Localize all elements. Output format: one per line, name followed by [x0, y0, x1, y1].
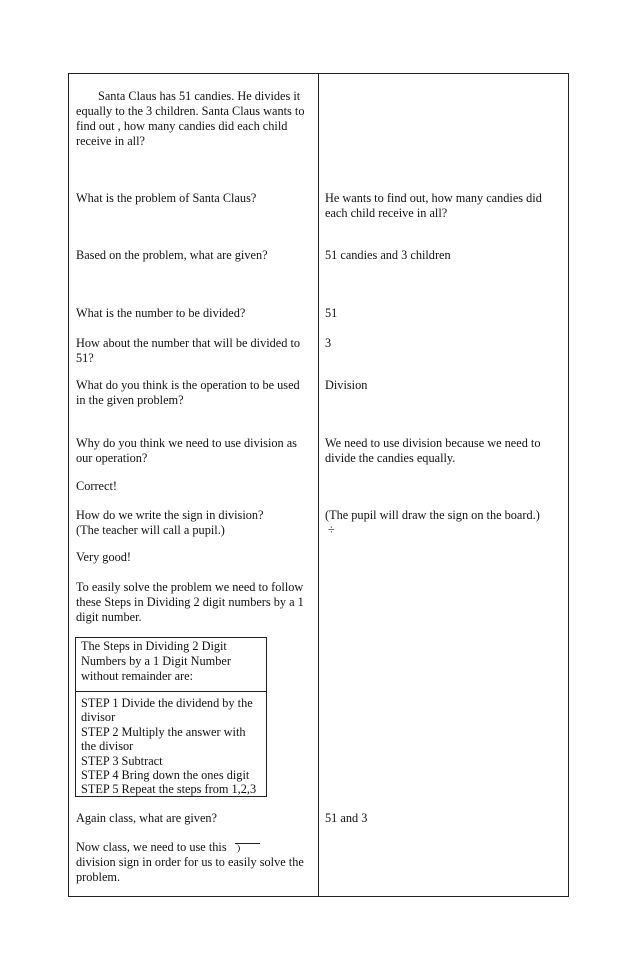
answer-again: 51 and 3	[325, 811, 368, 825]
question-again: Again class, what are given?	[76, 811, 218, 825]
long-division-sign-icon	[235, 843, 260, 854]
follow-steps-text: To easily solve the problem we need to follow these Steps in Dividing 2 digit numbers by a 1 digit number.	[76, 580, 304, 624]
question-why: Why do you think we need to use division as our operation?	[76, 436, 297, 465]
answer-problem: He wants to find out, how many candies did each child receive in all?	[325, 191, 542, 220]
step-item: the divisor	[81, 739, 134, 754]
question-number: What is the number to be divided?	[76, 306, 246, 320]
step-item: STEP 4 Bring down the ones digit	[81, 768, 250, 783]
steps-list	[81, 696, 256, 797]
now-class-text: Now class, we need to use this division sign in order for us to easily solve the problem.	[76, 840, 304, 884]
answer-number: 51	[325, 306, 338, 320]
column-divider	[318, 73, 319, 897]
answer-operation: Division	[325, 378, 368, 392]
problem-text: Santa Claus has 51 candies. He divides it equally to the 3 children. Santa Claus wants to find out , how many candies did each child receive in all?	[76, 89, 305, 148]
step-item: STEP 1 Divide the dividend by the	[81, 696, 253, 710]
division-sign-icon: ÷	[328, 523, 335, 537]
steps-box-divider	[75, 691, 267, 692]
answer-divisor: 3	[325, 336, 332, 350]
correct-text: Correct!	[76, 479, 117, 493]
question-given: Based on the problem, what are given?	[76, 248, 268, 262]
answer-why: We need to use division because we need to divide the candies equally.	[325, 436, 541, 465]
very-good-text: Very good!	[76, 550, 131, 564]
step-item: divisor	[81, 710, 116, 725]
question-problem: What is the problem of Santa Claus?	[76, 191, 257, 205]
steps-header: The Steps in Dividing 2 Digit Numbers by a 1 Digit Number without remainder are:	[81, 639, 231, 683]
step-item: STEP 5 Repeat the steps from 1,2,3	[81, 782, 257, 797]
step-item: STEP 3 Subtract	[81, 753, 163, 768]
step-item: STEP 2 Multiply the answer with	[81, 724, 246, 739]
answer-sign: (The pupil will draw the sign on the board.) ÷	[325, 508, 561, 538]
question-divisor: How about the number that will be divided to 51?	[76, 336, 301, 365]
question-operation: What do you think is the operation to be used in the given problem?	[76, 378, 300, 407]
answer-given: 51 candies and 3 children	[325, 248, 451, 262]
question-sign: How do we write the sign in division? (The teacher will call a pupil.)	[76, 508, 264, 537]
